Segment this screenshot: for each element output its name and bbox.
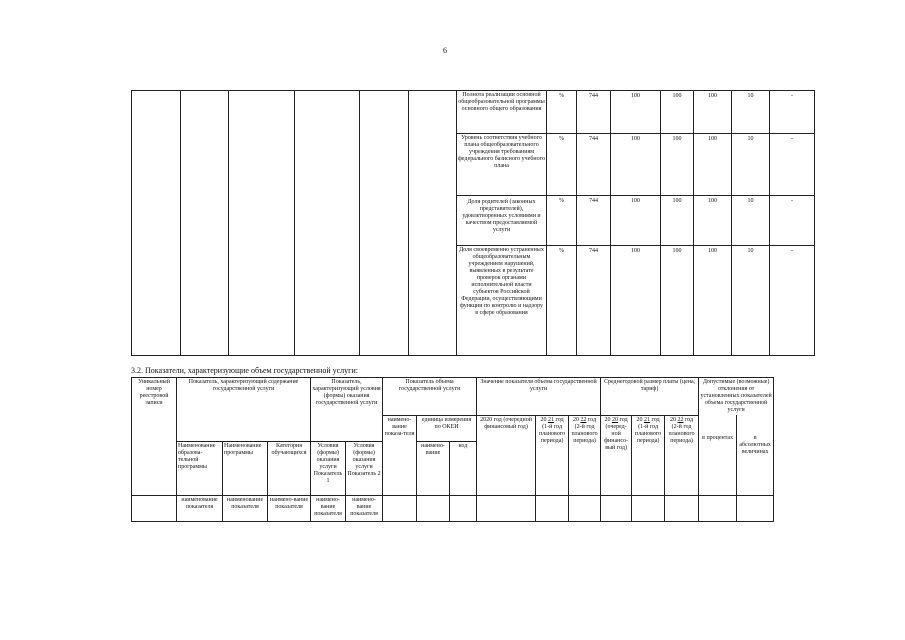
header-values: Значение показателя объема государственной услуги [477,378,601,416]
indicator-name: Доля своевременно устраненных общеобразовательным учреждением нарушений, выявленных в результате проверок органами исполнительной власти субъектов Российской Федерации, осуществляющими функции по контролю и надзору в сфере образования [457,246,547,356]
empty-cell [229,91,295,356]
volume-indicators-table [131,377,774,522]
empty-cell [601,495,632,521]
unit-cell: % [547,134,577,196]
empty-cell [665,495,699,521]
okei-cell: 744 [577,134,611,196]
value-2021: 100 [661,196,694,246]
header-registry: Уникальный номер реестровой записи [132,378,177,496]
deviation-absolute: - [770,246,815,356]
header-year-2020: 2020 год (очередной финансовый год) [477,415,536,495]
header-year-2021: 20 21 год (1-й год планового периода) [536,415,569,495]
value-2022: 100 [694,91,732,134]
empty-cell [132,495,177,521]
deviation-percent: 10 [732,134,770,196]
empty-cell [132,91,181,356]
indicator-name: Полнота реализации основной общеобразовательной программы основного общего образования [457,91,547,134]
table-row [132,378,774,416]
header-condition-2: Условия (формы) оказания услуги Показатель 2 [346,441,383,495]
empty-cell [360,91,409,356]
deviation-percent: 10 [732,246,770,356]
empty-cell [417,495,450,521]
okei-cell: 744 [577,91,611,134]
subheader-name-5: наимено-вание показателя [346,495,383,521]
header-content: Показатель, характеризующий содержание государственной услуги [177,378,311,442]
header-conditions: Показатель, характеризующий условия (формы) оказания государственной услуги [311,378,383,442]
empty-cell [181,91,229,356]
value-2021: 100 [661,246,694,356]
header-unit: единица измерения по ОКЕИ [417,415,477,441]
header-program-name: Наименование программы [223,441,268,495]
quality-indicators-table [131,90,815,356]
empty-cell [632,495,665,521]
empty-cell [737,495,774,521]
header-student-category: Категория обучающихся [268,441,311,495]
header-edu-program: Наименование образова-тельной программы [177,441,223,495]
header-price-2022: 20 22 год (2-й год планового периода) [665,415,699,495]
value-2020: 100 [611,246,661,356]
page-number: 6 [443,46,447,55]
empty-cell [383,495,417,521]
empty-cell [409,91,457,356]
header-deviation: Допустимые (возможные) отклонения от установленных показателей объема государственной услуги [700,379,772,413]
header-price: Среднегодовой размер платы (цена, тариф) [601,378,699,416]
value-2021: 100 [661,91,694,134]
empty-cell [569,495,601,521]
header-price-2021: 20 21 год (1-й год планового периода) [632,415,665,495]
empty-cell [295,91,360,356]
value-2020: 100 [611,196,661,246]
table-row [132,91,815,134]
unit-cell: % [547,91,577,134]
deviation-percent: 10 [732,91,770,134]
header-unit-code: код [450,441,477,495]
value-2020: 100 [611,91,661,134]
empty-cell [477,495,536,521]
deviation-absolute: - [770,91,815,134]
subheader-name-4: наимено-вание показателя [311,495,346,521]
empty-cell [450,495,477,521]
value-2022: 100 [694,196,732,246]
value-2020: 100 [611,134,661,196]
unit-cell: % [547,196,577,246]
subheader-name-3: наимено-вание показателя [268,495,311,521]
header-in-absolute: в абсолютных величинах [737,415,774,495]
section-title: 3.2. Показатели, характеризующие объем государственной услуги: [131,366,358,375]
header-condition-1: Условия (формы) оказания услуги Показатель 1 [311,441,346,495]
deviation-absolute: - [770,196,815,246]
value-2021: 100 [661,134,694,196]
header-volume: Показатель объема государственной услуги [383,378,477,416]
deviation-percent: 10 [732,196,770,246]
header-indicator-name: наимено-вание показа-теля [383,415,417,495]
empty-cell [536,495,569,521]
okei-cell: 744 [577,246,611,356]
empty-cell [699,495,737,521]
header-year-2022: 20 22 год (2-й год планового периода) [569,415,601,495]
deviation-absolute: - [770,134,815,196]
value-2022: 100 [694,134,732,196]
subheader-name-1: наименование показателя [177,495,223,521]
okei-cell: 744 [577,196,611,246]
header-unit-name: наимено-вание [417,441,450,495]
value-2022: 100 [694,246,732,356]
indicator-name: Доля родителей (законных представителей), удовлетворенных условиями и качеством предоставляемой услуги [457,196,547,246]
table-row [132,495,774,521]
header-in-percent: в процентах [699,415,737,495]
indicator-name: Уровень соответствия учебного плана общеобразовательного учреждения требованиям федерального базисного учебного плана [457,134,547,196]
unit-cell: % [547,246,577,356]
header-price-2020: 20 20 год (очеред-ной финансо-вый год) [601,415,632,495]
subheader-name-2: наименование показателя [223,495,268,521]
